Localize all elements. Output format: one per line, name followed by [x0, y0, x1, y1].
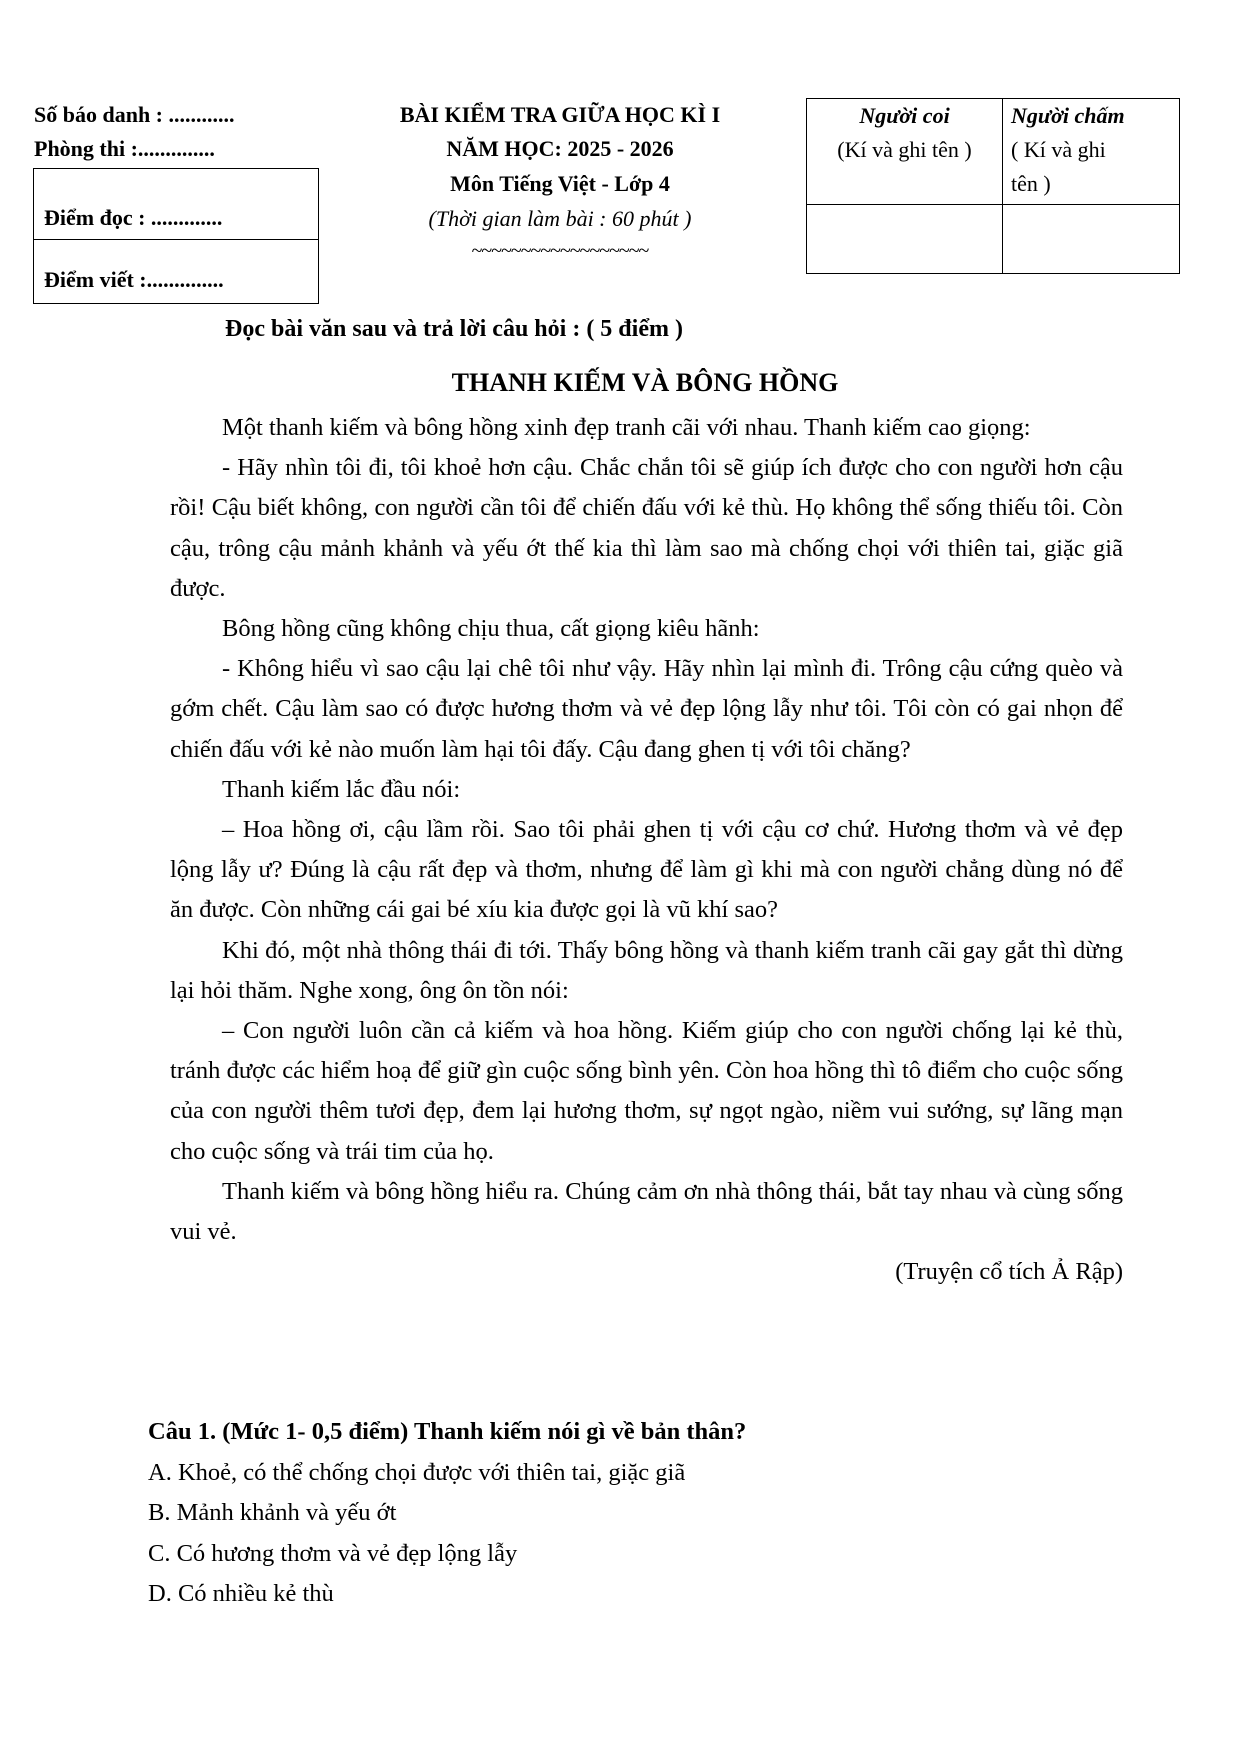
school-year: NĂM HỌC: 2025 - 2026 — [446, 136, 674, 161]
exam-title: BÀI KIỂM TRA GIỮA HỌC KÌ I — [399, 102, 721, 127]
story-source: (Truyện cổ tích Ả Rập) — [895, 1258, 1123, 1286]
grader-subheader-line1: ( Kí và ghi — [1011, 137, 1106, 162]
question-1 — [148, 1412, 746, 1615]
score-box — [33, 168, 319, 304]
story-body — [170, 408, 1123, 1292]
subject-grade: Môn Tiếng Việt - Lớp 4 — [450, 171, 670, 196]
reading-score-field: Điểm đọc : ............. — [44, 205, 223, 230]
score-divider — [34, 239, 318, 240]
story-paragraph: - Không hiểu vì sao cậu lại chê tôi như vậy. Hãy nhìn lại mình đi. Trông cậu cứng quèo và gớm chết. Cậu làm sao có được hương thơm và vẻ đẹp lộng lẫy như tôi. Tôi còn có gai nhọn để chiến đấu với kẻ nào muốn làm hại tôi đấy. Cậu đang ghen tị với tôi chăng? — [170, 655, 1123, 763]
story-paragraph: Khi đó, một nhà thông thái đi tới. Thấy bông hồng và thanh kiếm tranh cãi gay gắt thì dừng lại hỏi thăm. Nghe xong, ông ôn tồn nói: — [170, 936, 1123, 1004]
exam-room-field: Phòng thi :.............. — [34, 136, 215, 161]
question-1-title: Câu 1. (Mức 1- 0,5 điểm) Thanh kiếm nói gì về bản thân? — [148, 1418, 747, 1445]
story-paragraph: Bông hồng cũng không chịu thua, cất giọng kiêu hãnh: — [222, 615, 760, 643]
writing-score-field: Điểm viết :.............. — [44, 267, 224, 292]
story-paragraph: Thanh kiếm lắc đầu nói: — [222, 775, 461, 803]
grader-header: Người chấm — [1011, 103, 1125, 128]
question-1-option-d: D. Có nhiều kẻ thù — [148, 1580, 334, 1607]
story-paragraph: Một thanh kiếm và bông hồng xinh đẹp tranh cãi với nhau. Thanh kiếm cao giọng: — [222, 414, 1031, 441]
reading-instruction: Đọc bài văn sau và trả lời câu hỏi : ( 5 điểm ) — [225, 316, 683, 342]
grader-subheader-line2: tên ) — [1011, 171, 1051, 196]
time-allowed: (Thời gian làm bài : 60 phút ) — [428, 206, 692, 231]
table-column-divider — [1002, 99, 1003, 273]
header-left — [34, 98, 235, 166]
question-1-option-a: A. Khoẻ, có thể chống chọi được với thiên tai, giặc giã — [148, 1458, 686, 1486]
story-paragraph: Thanh kiếm và bông hồng hiểu ra. Chúng cảm ơn nhà thông thái, bắt tay nhau và cùng sống vui vẻ. — [170, 1177, 1123, 1246]
question-1-option-b: B. Mảnh khảnh và yếu ớt — [148, 1499, 397, 1526]
signature-table — [806, 98, 1180, 274]
story-title: THANH KIẾM VÀ BÔNG HỒNG — [451, 368, 839, 397]
proctor-subheader: (Kí và ghi tên ) — [837, 137, 972, 162]
story-paragraph: – Con người luôn cần cả kiếm và hoa hồng. Kiếm giúp cho con người chống lại kẻ thù, tránh được các hiểm hoạ để giữ gìn cuộc sống bình yên. Còn hoa hồng thì tô điểm cho cuộc sống của con người thêm tươi đẹp, đem lại hương thơm, sự ngọt ngào, niềm vui sướng, sự lãng mạn cho cuộc sống và trái tim của họ. — [170, 1017, 1123, 1165]
story-paragraph: – Hoa hồng ơi, cậu lầm rồi. Sao tôi phải ghen tị với cậu cơ chứ. Hương thơm và vẻ đẹp lộng lẫy ư? Đúng là cậu rất đẹp và thơm, nhưng để làm gì khi mà con người chẳng dùng nó để ăn được. Còn những cái gai bé xíu kia được gọi là vũ khí sao? — [170, 816, 1123, 924]
proctor-header: Người coi — [859, 103, 950, 128]
question-1-option-c: C. Có hương thơm và vẻ đẹp lộng lẫy — [148, 1539, 518, 1567]
table-row-divider — [807, 204, 1179, 205]
story-paragraph: - Hãy nhìn tôi đi, tôi khoẻ hơn cậu. Chắc chắn tôi sẽ giúp ích được cho con người hơn cậu rồi! Cậu biết không, con người cần tôi để chiến đấu với kẻ thù. Họ không thể sống thiếu tôi. Còn cậu, trông cậu mảnh khảnh và yếu ớt thế kia thì làm sao mà chống chọi với thiên tai, giặc giã được. — [170, 454, 1123, 602]
decorative-tilde-line: ~~~~~~~~~~~~~~~~~~ — [471, 240, 649, 262]
candidate-number-field: Số báo danh : ............ — [34, 102, 235, 127]
